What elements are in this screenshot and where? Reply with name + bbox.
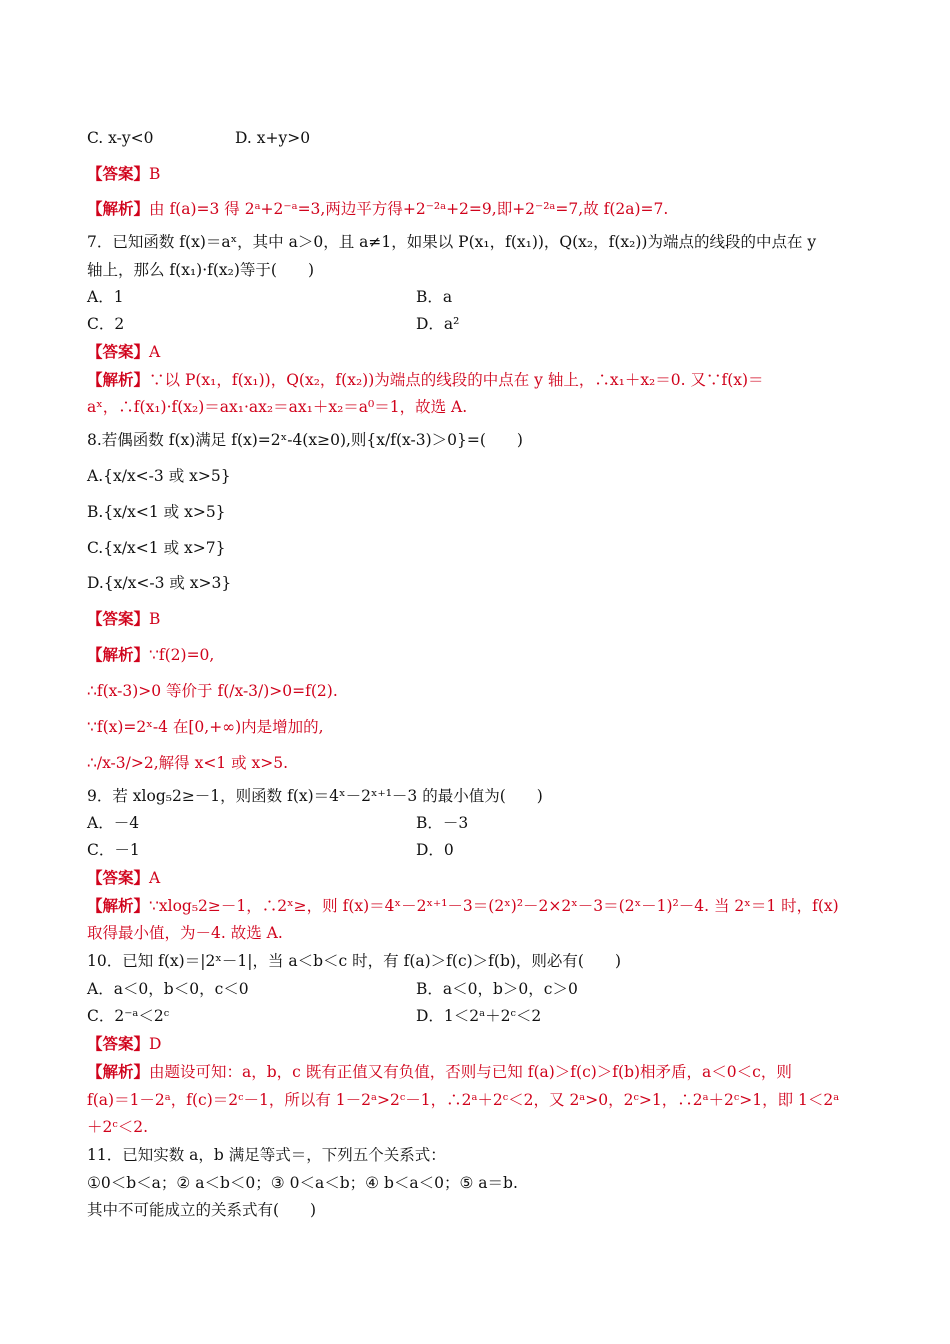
analysis-tag: 【解析】 (87, 370, 150, 389)
q9-option-a: A．－4 (87, 814, 140, 832)
answer-value: A (149, 869, 161, 887)
answer-value: B (149, 165, 161, 183)
q8-analysis-line1 (87, 645, 214, 665)
q8-analysis-line3: ∵f(x)=2ˣ-4 在[0,+∞)内是增加的, (87, 718, 324, 736)
q7-analysis-line1 (87, 370, 764, 390)
q8-analysis-line2: ∴f(x-3)>0 等价于 f(/x-3/)>0=f(2). (87, 682, 338, 700)
q8-option-d: D.{x/x<-3 或 x>3} (87, 574, 232, 592)
answer-value: B (149, 610, 161, 628)
q8-analysis-line4: ∴/x-3/>2,解得 x<1 或 x>5. (87, 754, 289, 772)
q6-option-d: D. x+y>0 (235, 129, 311, 147)
analysis-text: 由题设可知：a，b，c 既有正值又有负值，否则与已知 f(a)＞f(c)＞f(b)相矛盾，a＜0＜c，则 (149, 1063, 792, 1081)
q9-stem: 9．若 xlog₅2≥－1，则函数 f(x)＝4ˣ－2ˣ⁺¹－3 的最小值为( ) (87, 787, 543, 805)
q7-option-b: B．a (416, 288, 453, 306)
analysis-tag: 【解析】 (87, 1062, 150, 1081)
q11-stem: 11．已知实数 a，b 满足等式＝，下列五个关系式： (87, 1146, 446, 1164)
q10-option-b: B．a＜0，b＞0，c＞0 (416, 980, 578, 998)
q9-option-b: B．－3 (416, 814, 469, 832)
q7-option-a: A．1 (87, 288, 124, 306)
q7-answer (87, 342, 160, 362)
q10-option-a: A．a＜0，b＜0，c＜0 (87, 980, 249, 998)
q9-option-d: D．0 (416, 841, 454, 859)
analysis-tag: 【解析】 (87, 645, 150, 664)
answer-tag: 【答案】 (87, 1034, 150, 1053)
q6-option-c: C. x-y<0 (87, 129, 154, 147)
q10-analysis-line3: ＋2ᶜ＜2. (87, 1118, 149, 1136)
answer-value: A (149, 343, 161, 361)
q10-option-c: C．2⁻ᵃ＜2ᶜ (87, 1007, 170, 1025)
answer-tag: 【答案】 (87, 342, 150, 361)
q8-option-a: A.{x/x<-3 或 x>5} (87, 467, 231, 485)
analysis-text: ∵xlog₅2≥－1，∴2ˣ≥，则 f(x)＝4ˣ－2ˣ⁺¹－3＝(2ˣ)²－2×2ˣ－3＝(2ˣ－1)²－4. 当 2ˣ＝1 时，f(x) (149, 897, 839, 915)
q7-stem-line1: 7．已知函数 f(x)＝aˣ，其中 a＞0，且 a≠1，如果以 P(x₁，f(x₁))，Q(x₂，f(x₂))为端点的线段的中点在 y (87, 233, 817, 251)
q8-option-b: B.{x/x<1 或 x>5} (87, 503, 226, 521)
analysis-text: 由 f(a)=3 得 2ᵃ+2⁻ᵃ=3,两边平方得+2⁻²ᵃ+2=9,即+2⁻²ᵃ=7,故 f(2a)=7. (149, 200, 669, 218)
q10-analysis-line1 (87, 1062, 792, 1082)
q6-answer (87, 164, 160, 184)
analysis-tag: 【解析】 (87, 199, 150, 218)
q9-analysis-line1 (87, 896, 839, 916)
answer-tag: 【答案】 (87, 609, 150, 628)
q10-option-d: D．1＜2ᵃ＋2ᶜ＜2 (416, 1007, 542, 1025)
q10-analysis-line2: f(a)＝1－2ᵃ，f(c)＝2ᶜ－1，所以有 1－2ᵃ>2ᶜ－1，∴2ᵃ＋2ᶜ＜2，又 2ᵃ>0，2ᶜ>1，∴2ᵃ＋2ᶜ>1，即 1＜2ᵃ (87, 1091, 840, 1109)
answer-tag: 【答案】 (87, 868, 150, 887)
q7-stem-line2: 轴上，那么 f(x₁)·f(x₂)等于( ) (87, 261, 315, 279)
q6-analysis (87, 199, 668, 219)
q11-relations-list: ①0＜b＜a；② a＜b＜0；③ 0＜a＜b；④ b＜a＜0；⑤ a＝b. (87, 1174, 518, 1192)
q8-answer (87, 609, 160, 629)
q11-question: 其中不可能成立的关系式有( ) (87, 1201, 317, 1219)
answer-tag: 【答案】 (87, 164, 150, 183)
analysis-text: ∵f(2)=0, (149, 646, 215, 664)
q7-analysis-line2: aˣ，∴f(x₁)·f(x₂)＝ax₁·ax₂＝ax₁＋x₂＝a⁰＝1，故选 A. (87, 398, 468, 416)
q9-analysis-line2: 取得最小值，为－4. 故选 A. (87, 924, 283, 942)
q8-option-c: C.{x/x<1 或 x>7} (87, 539, 226, 557)
q10-stem: 10．已知 f(x)＝|2ˣ－1|，当 a＜b＜c 时，有 f(a)＞f(c)＞f(b)，则必有( ) (87, 952, 622, 970)
q9-answer (87, 868, 160, 888)
analysis-tag: 【解析】 (87, 896, 150, 915)
q7-option-d: D．a² (416, 315, 460, 333)
q8-stem: 8.若偶函数 f(x)满足 f(x)=2ˣ-4(x≥0),则{x/f(x-3)＞0}=( ) (87, 431, 523, 449)
answer-value: D (149, 1035, 162, 1053)
q10-answer (87, 1034, 161, 1054)
q9-option-c: C．－1 (87, 841, 140, 859)
q7-option-c: C．2 (87, 315, 125, 333)
analysis-text: ∵以 P(x₁，f(x₁))，Q(x₂，f(x₂))为端点的线段的中点在 y 轴上，∴x₁＋x₂＝0. 又∵f(x)＝ (149, 371, 764, 389)
